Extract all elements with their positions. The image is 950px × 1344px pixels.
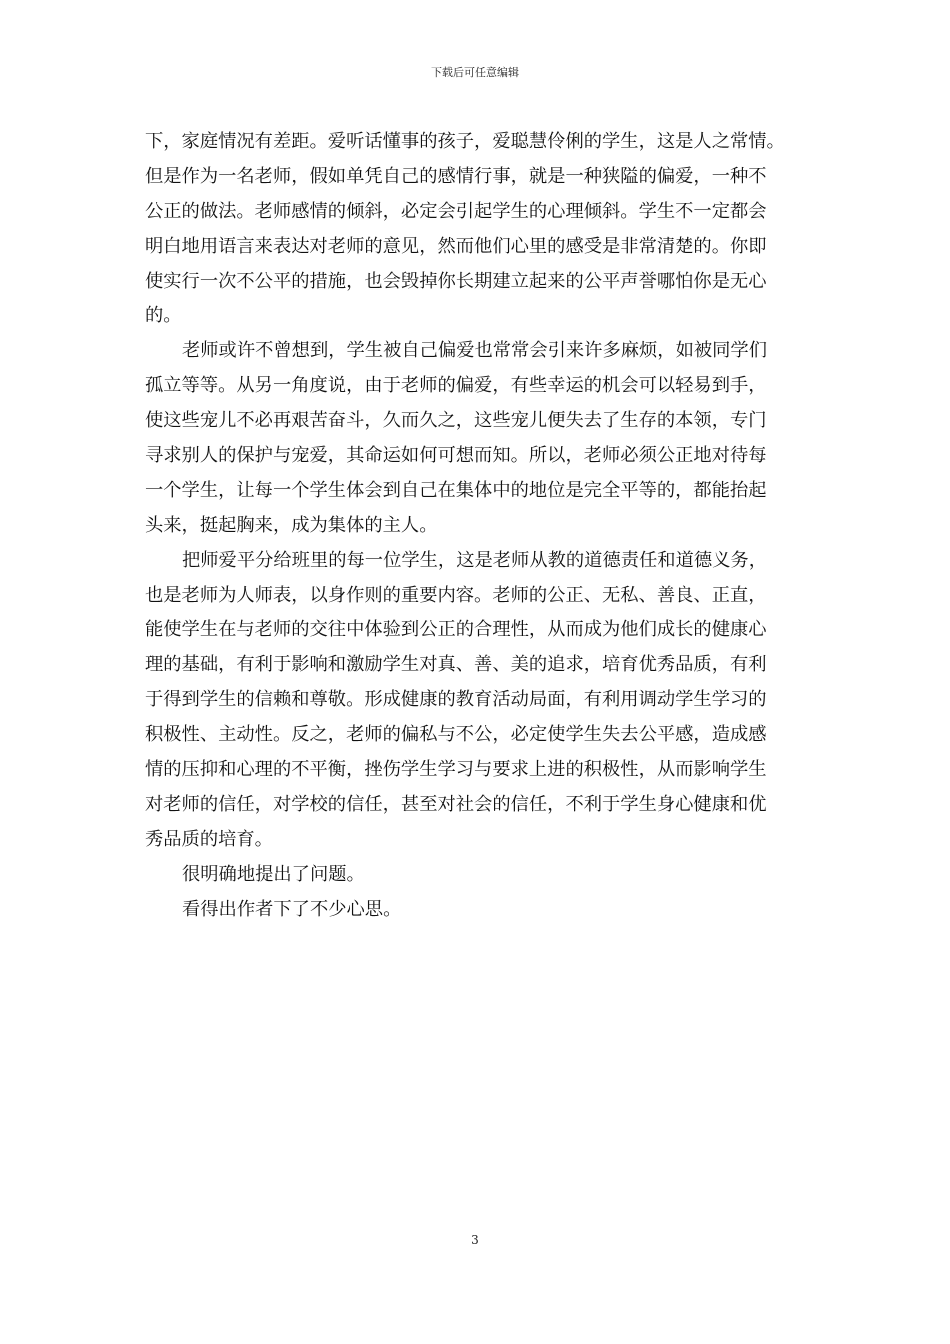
text-line: 的。 (145, 305, 182, 327)
text-line: 寻求别人的保护与宠爱，其命运如何可想而知。所以，老师必须公正地对待每 (145, 445, 767, 467)
page-header: 下载后可任意编辑 (431, 66, 519, 79)
paragraph-start-line: 把师爱平分给班里的每一位学生，这是老师从教的道德责任和道德义务， (182, 549, 767, 571)
text-line: 于得到学生的信赖和尊敬。形成健康的教育活动局面，有利用调动学生学习的 (145, 689, 767, 711)
page-number: 3 (471, 1233, 479, 1247)
text-line: 但是作为一名老师，假如单凭自己的感情行事，就是一种狭隘的偏爱，一种不 (145, 165, 767, 187)
text-line: 使实行一次不公平的措施，也会毁掉你长期建立起来的公平声誉哪怕你是无心 (145, 270, 767, 292)
text-line: 积极性、主动性。反之，老师的偏私与不公，必定使学生失去公平感，造成感 (145, 724, 767, 746)
text-line: 秀品质的培育。 (145, 828, 273, 850)
text-line: 理的基础，有利于影响和激励学生对真、善、美的追求，培育优秀品质，有利 (145, 654, 767, 676)
text-line: 使这些宠儿不必再艰苦奋斗，久而久之，这些宠儿便失去了生存的本领，专门 (145, 410, 767, 432)
document-body (145, 125, 817, 927)
text-line: 孤立等等。从另一角度说，由于老师的偏爱，有些幸运的机会可以轻易到手， (145, 375, 767, 397)
text-line: 情的压抑和心理的不平衡，挫伤学生学习与要求上进的积极性，从而影响学生 (145, 759, 767, 781)
text-line: 公正的做法。老师感情的倾斜，必定会引起学生的心理倾斜。学生不一定都会 (145, 200, 767, 222)
text-line: 明白地用语言来表达对老师的意见，然而他们心里的感受是非常清楚的。你即 (145, 235, 767, 257)
text-line: 一个学生，让每一个学生体会到自己在集体中的地位是完全平等的，都能抬起 (145, 479, 767, 501)
paragraph-start-line: 老师或许不曾想到，学生被自己偏爱也常常会引来许多麻烦，如被同学们 (182, 340, 767, 362)
paragraph-start-line: 看得出作者下了不少心思。 (182, 898, 402, 920)
text-line: 对老师的信任，对学校的信任，甚至对社会的信任，不利于学生身心健康和优 (145, 793, 767, 815)
text-line: 也是老师为人师表，以身作则的重要内容。老师的公正、无私、善良、正直， (145, 584, 767, 606)
text-line: 头来，挺起胸来，成为集体的主人。 (145, 514, 438, 536)
paragraph-start-line: 很明确地提出了问题。 (182, 863, 365, 885)
text-line: 能使学生在与老师的交往中体验到公正的合理性，从而成为他们成长的健康心 (145, 619, 767, 641)
text-line: 下，家庭情况有差距。爱听话懂事的孩子，爱聪慧伶俐的学生，这是人之常情。 (145, 131, 785, 152)
